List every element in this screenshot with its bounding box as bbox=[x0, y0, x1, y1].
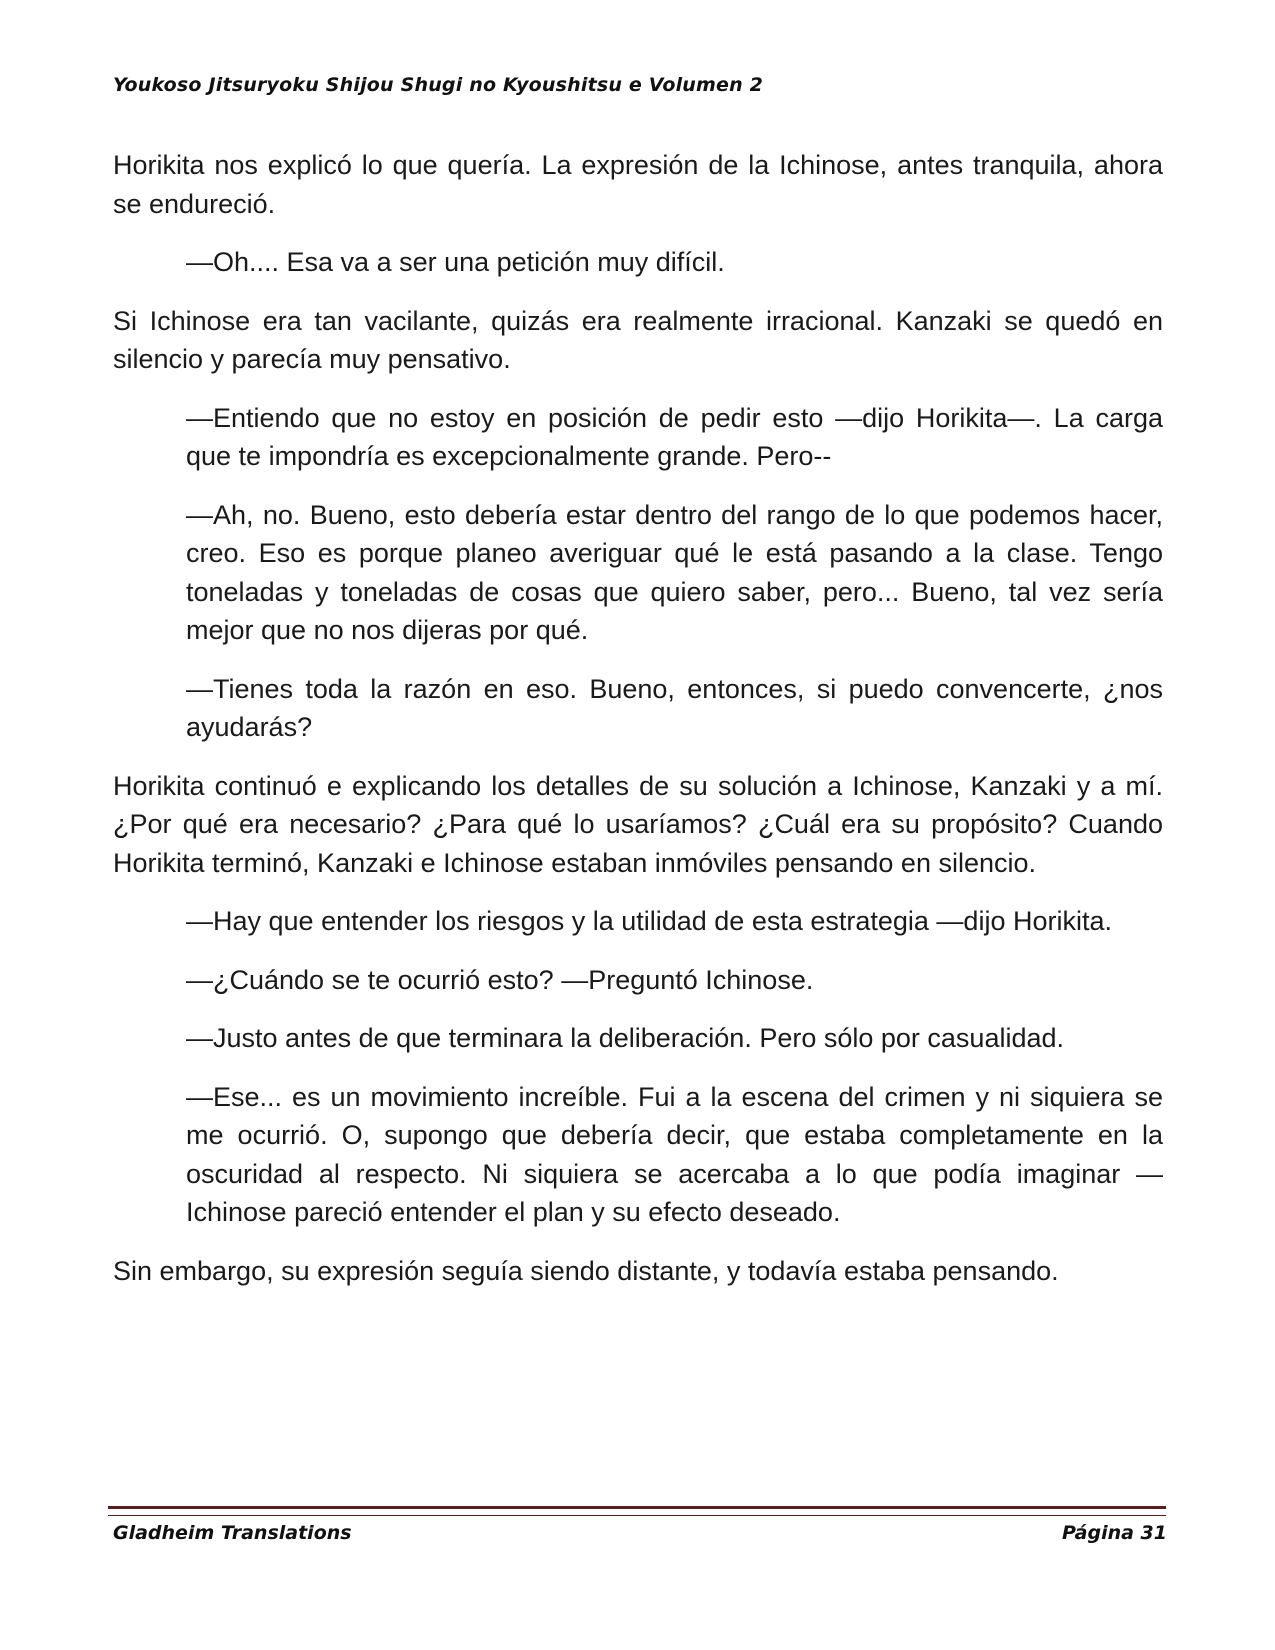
paragraph-dialog: —Hay que entender los riesgos y la utilidad de esta estrategia —dijo Horikita. bbox=[186, 906, 1112, 936]
paragraph-narration: Si Ichinose era tan vacilante, quizás era realmente irracional. Kanzaki se quedó en silencio y parecía muy pensativo. bbox=[113, 305, 1163, 374]
page-number: Página 31 bbox=[1061, 1522, 1167, 1544]
paragraph-narration: Horikita continuó e explicando los detalles de su solución a Ichinose, Kanzaki y a mí. ¿Por qué era necesario? ¿Para qué lo usaríamos? ¿Cuál era su propósito? Cuando Horikita terminó, Kanzaki e Ichinose estaban inmóviles pensando en silencio. bbox=[113, 770, 1163, 878]
paragraph-narration: Horikita nos explicó lo que quería. La expresión de la Ichinose, antes tranquila, ahora se endureció. bbox=[113, 150, 1163, 219]
paragraph-narration: Sin embargo, su expresión seguía siendo distante, y todavía estaba pensando. bbox=[113, 1255, 1059, 1286]
header-title: Youkoso Jitsuryoku Shijou Shugi no Kyoushitsu e Volumen 2 bbox=[113, 74, 764, 96]
paragraph-dialog: —¿Cuándo se te ocurrió esto? —Preguntó Ichinose. bbox=[186, 964, 814, 995]
paragraph-dialog: —Ese... es un movimiento increíble. Fui a la escena del crimen y ni siquiera se me ocurrió. O, supongo que debería decir, que estaba completamente en la oscuridad al respecto. Ni siquiera se acercaba a lo que podía imaginar —Ichinose pareció entender el plan y su efecto deseado. bbox=[186, 1081, 1163, 1227]
body-text bbox=[113, 146, 1163, 1310]
paragraph-dialog: —Tienes toda la razón en eso. Bueno, entonces, si puedo convencerte, ¿nos ayudarás? bbox=[186, 673, 1163, 742]
footer-credit: Gladheim Translations bbox=[113, 1522, 352, 1544]
paragraph-dialog: —Ah, no. Bueno, esto debería estar dentro del rango de lo que podemos hacer, creo. Eso es porque planeo averiguar qué le está pasando a la clase. Tengo toneladas y toneladas de cosas que quiero saber, pero... Bueno, tal vez sería mejor que no nos dijeras por qué. bbox=[186, 499, 1163, 645]
footer-divider bbox=[108, 1506, 1166, 1516]
paragraph-dialog: —Justo antes de que terminara la deliberación. Pero sólo por casualidad. bbox=[186, 1023, 1065, 1053]
paragraph-dialog: —Oh.... Esa va a ser una petición muy difícil. bbox=[186, 247, 725, 277]
paragraph-dialog: —Entiendo que no estoy en posición de pedir esto —dijo Horikita—. La carga que te impondría es excepcionalmente grande. Pero-- bbox=[186, 402, 1163, 471]
